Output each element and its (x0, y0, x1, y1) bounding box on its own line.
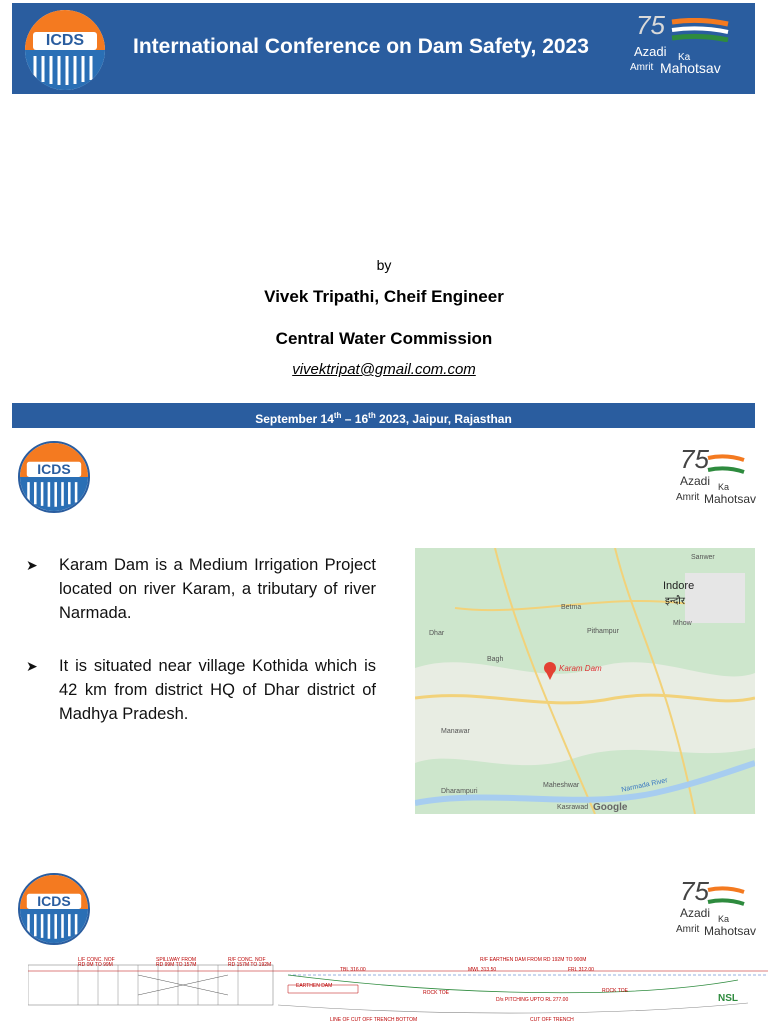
map-label-narmada: Narmada River (620, 777, 669, 794)
mahotsav-word: Mahotsav (660, 60, 721, 76)
azadi-logo-slide3 (676, 876, 766, 944)
map-label-indore: Indore (663, 580, 695, 592)
icds-emblem-icon (25, 10, 105, 90)
icds-emblem-icon (20, 443, 88, 511)
section-label-mwl: MWL 313.50 (468, 967, 497, 973)
date-bar (12, 403, 755, 428)
ka-word: Ka (718, 914, 730, 924)
section-label-pitching: D/s PITCHING UPTO RL 277.00 (496, 997, 569, 1003)
author-email[interactable]: vivektripat@gmail.com.com (292, 361, 476, 378)
map-label-mhow: Mhow (673, 620, 692, 627)
azadi-word: Azadi (634, 44, 667, 59)
azadi-75-mark: 75 (636, 10, 665, 40)
icds-logo-text: ICDS (37, 461, 71, 477)
conference-title: International Conference on Dam Safety, 2023 (133, 35, 589, 58)
google-attribution: Google (593, 802, 628, 813)
section-label-cutoff: LINE OF CUT OFF TRENCH BOTTOM (330, 1017, 418, 1023)
map-terrain-icon (415, 548, 755, 814)
map-label-kasrawad: Kasrawad (557, 804, 589, 811)
section-label-cutoff-2: CUT OFF TRENCH (530, 1017, 574, 1023)
azadi-logo-slide2 (676, 444, 766, 512)
icds-logo-slide2 (18, 441, 90, 513)
section-label-spillway: SPILLWAY FROM (156, 957, 197, 963)
map-label-pithampur: Pithampur (587, 628, 619, 635)
bullet-1-text: Karam Dam is a Medium Irrigation Project located on river Karam, a tributary of river Narmada. (59, 556, 376, 622)
azadi-word: Azadi (680, 474, 711, 488)
flag-wave-icon (706, 454, 746, 474)
arrow-bullet-icon: ➤ (26, 557, 38, 573)
section-label-nsl: NSL (718, 993, 738, 1004)
date-text-c: 2023, Jaipur, Rajasthan (375, 412, 512, 426)
ka-word: Ka (678, 52, 691, 63)
map-label-karam-dam: Karam Dam (559, 664, 602, 673)
section-label-rf-rd: RD 157M TO 192M (228, 962, 272, 968)
byline-by: by (376, 257, 392, 273)
dam-section-lines-icon (28, 955, 768, 1024)
icds-logo-header (23, 8, 107, 92)
section-label-rf: R/F CONC. NOF (228, 957, 266, 963)
date-text-a: September 14 (255, 412, 334, 426)
map-label-betma: Betma (561, 604, 582, 611)
azadi-logo-header (628, 10, 738, 86)
bullet-2 (26, 654, 376, 726)
arrow-bullet-icon: ➤ (26, 658, 38, 674)
author-name: Vivek Tripathi, Cheif Engineer (264, 287, 504, 306)
icds-logo-text: ICDS (37, 893, 71, 909)
section-label-lf: L/F CONC. NOF (78, 957, 115, 963)
bullet-1 (26, 553, 376, 625)
bullet-2-text: It is situated near village Kothida which is 42 km from district HQ of Dhar district of Madhya Pradesh. (59, 657, 376, 723)
ka-word: Ka (718, 482, 730, 492)
section-label-rock-toe: ROCK TOE (423, 990, 449, 996)
azadi-75-mark: 75 (680, 444, 709, 474)
icds-logo-text: ICDS (45, 32, 85, 49)
map-label-maheshwar: Maheshwar (543, 782, 580, 789)
flag-wave-icon (706, 886, 746, 906)
map-label-bagh: Bagh (487, 656, 504, 663)
map-label-sanwer: Sanwer (691, 554, 715, 561)
dam-section-drawing (28, 955, 768, 1024)
section-label-lf-rd: RD 0M TO 99M (78, 962, 113, 968)
amrit-word: Amrit (676, 492, 700, 503)
icds-emblem-icon (20, 875, 88, 943)
amrit-word: Amrit (676, 924, 700, 935)
section-label-spillway-rd: RD 99M TO 157M (156, 962, 197, 968)
mahotsav-word: Mahotsav (704, 492, 757, 506)
section-label-rock-toe-2: ROCK TOE (602, 988, 628, 994)
map-label-dhar: Dhar (429, 630, 445, 637)
location-map[interactable] (415, 548, 755, 814)
date-sup-a: th (333, 411, 342, 420)
flag-wave-icon (670, 18, 730, 42)
section-label-earthen: EARTHEN DAM (296, 983, 333, 989)
mahotsav-word: Mahotsav (704, 924, 757, 938)
organization-name: Central Water Commission (275, 329, 493, 348)
map-label-manawar: Manawar (441, 728, 470, 735)
amrit-word: Amrit (630, 62, 654, 73)
section-label-earthen-top: R/F EARTHEN DAM FROM RD 192M TO 900M (480, 957, 587, 963)
azadi-word: Azadi (680, 906, 711, 920)
map-label-indore-hindi: इन्दौर (665, 596, 685, 607)
section-label-tbl: TBL 316.00 (340, 967, 366, 973)
section-label-frl: FRL 312.00 (568, 967, 594, 973)
azadi-75-mark: 75 (680, 876, 709, 906)
map-label-dharampuri: Dharampuri (441, 788, 478, 795)
date-text-b: – 16 (341, 412, 369, 426)
icds-logo-slide3 (18, 873, 90, 945)
date-sup-b: th (368, 411, 376, 420)
